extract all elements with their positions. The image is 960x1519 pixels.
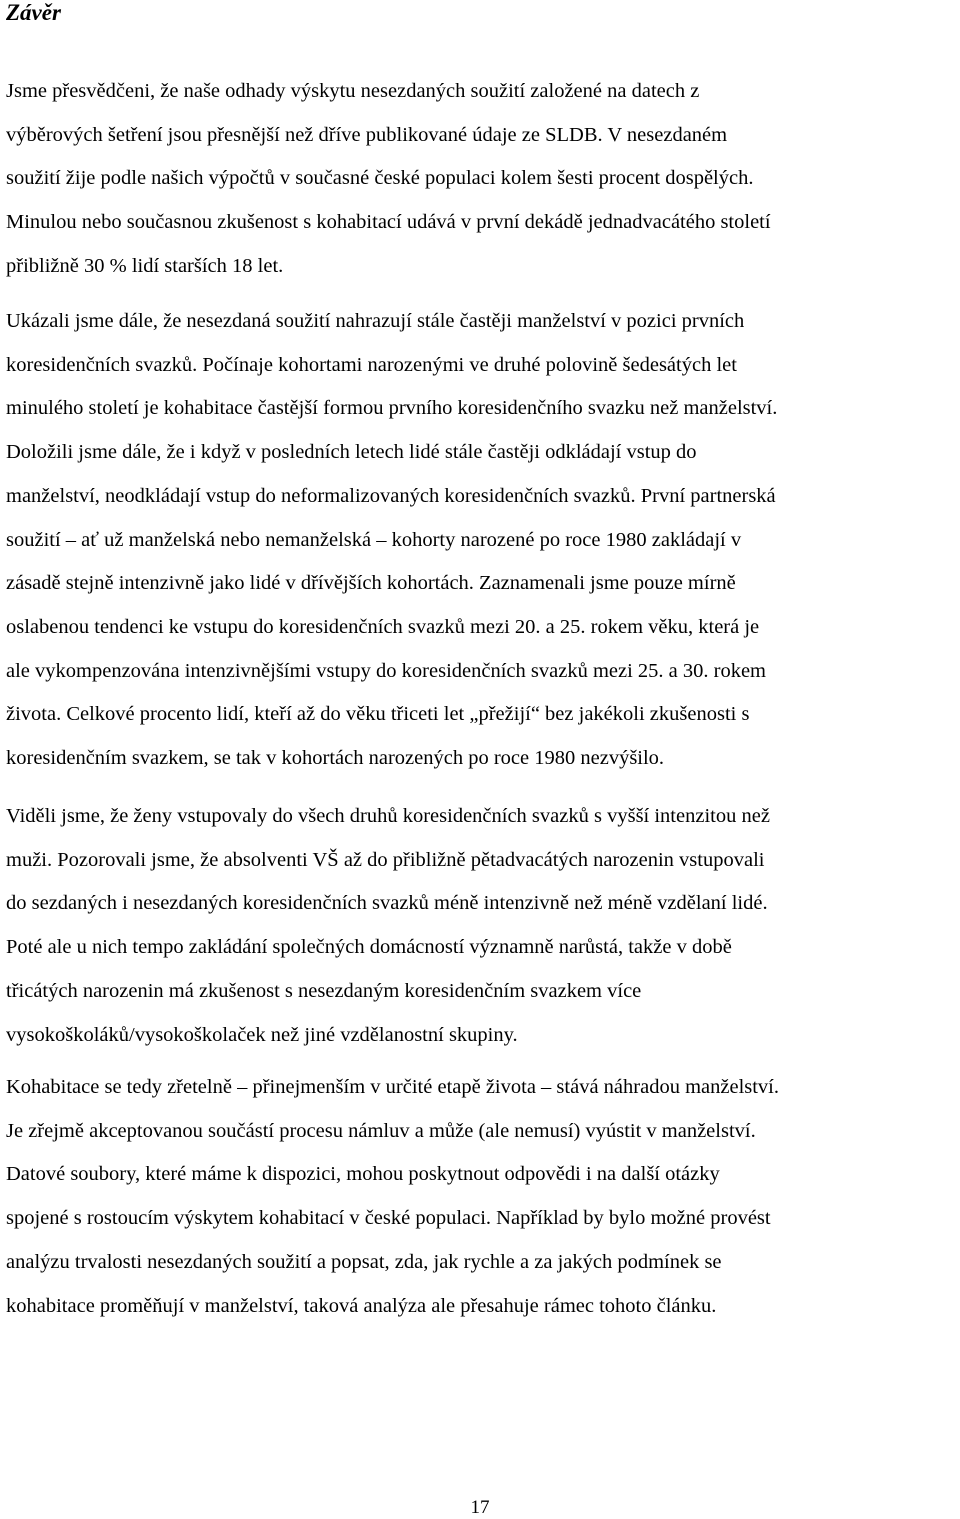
section-heading: Závěr bbox=[6, 0, 61, 25]
paragraph-gender-education bbox=[6, 795, 956, 1057]
text-line: koresidenčních svazků. Počínaje kohortami narozenými ve druhé polovině šedesátých let bbox=[6, 353, 737, 376]
text-line: Datové soubory, které máme k dispozici, mohou poskytnout odpovědi i na další otázky bbox=[6, 1163, 720, 1186]
text-line: Doložili jsme dále, že i když v posledních letech lidé stále častěji odkládají vstup do bbox=[6, 441, 697, 464]
paragraph-first-unions bbox=[6, 300, 956, 781]
paragraph-conclusion bbox=[6, 1066, 956, 1328]
text-line: zásadě stejně intenzivně jako lidé v dřívějších kohortách. Zaznamenali jsme pouze mírně bbox=[6, 572, 736, 595]
text-line: ale vykompenzována intenzivnějšími vstupy do koresidenčních svazků mezi 25. a 30. rokem bbox=[6, 659, 767, 682]
text-line: Ukázali jsme dále, že nesezdaná soužití nahrazují stále častěji manželství v pozici prvních bbox=[6, 310, 745, 332]
text-line: vysokoškoláků/vysokoškolaček než jiné vzdělanostní skupiny. bbox=[6, 1023, 518, 1046]
text-line: koresidenčním svazkem, se tak v kohortách narozených po roce 1980 nezvýšilo. bbox=[6, 747, 665, 770]
text-line: Minulou nebo současnou zkušenost s kohabitací udává v první dekádě jednadvacátého století bbox=[6, 211, 771, 234]
text-line: výběrových šetření jsou přesnější než dříve publikované údaje ze SLDB. V nesezdaném bbox=[6, 123, 728, 146]
text-line: oslabenou tendenci ke vstupu do koresidenčních svazků mezi 20. a 25. rokem věku, která je bbox=[6, 615, 760, 638]
text-line: minulého století je kohabitace častější formou prvního koresidenčního svazku než manželství. bbox=[6, 397, 778, 420]
text-line: do sezdaných i nesezdaných koresidenčních svazků méně intenzivně než méně vzdělaní lidé. bbox=[6, 892, 768, 915]
text-line: Viděli jsme, že ženy vstupovaly do všech druhů koresidenčních svazků s vyšší intenzitou než bbox=[6, 805, 770, 827]
text-line: Je zřejmě akceptovanou součástí procesu námluv a může (ale nemusí) vyústit v manželství. bbox=[6, 1119, 756, 1142]
text-line: života. Celkové procento lidí, kteří až do věku třiceti let „přežijí“ bez jakékoli zkušenosti s bbox=[6, 703, 750, 726]
text-line: soužití žije podle našich výpočtů v současné české populaci kolem šesti procent dospělých. bbox=[6, 167, 754, 190]
text-line: třicátých narozenin má zkušenost s nesezdaným koresidenčním svazkem více bbox=[6, 979, 642, 1002]
text-line: přibližně 30 % lidí starších 18 let. bbox=[6, 254, 284, 277]
text-line: Kohabitace se tedy zřetelně – přinejmenším v určité etapě života – stává náhradou manželství. bbox=[6, 1076, 780, 1098]
text-line: analýzu trvalosti nesezdaných soužití a popsat, zda, jak rychle a za jakých podmínek se bbox=[6, 1250, 722, 1273]
page-number: 17 bbox=[470, 1497, 490, 1518]
paragraph-estimates bbox=[6, 70, 956, 289]
text-line: Poté ale u nich tempo zakládání společných domácností významně narůstá, takže v době bbox=[6, 936, 732, 959]
text-line: Jsme přesvědčeni, že naše odhady výskytu nesezdaných soužití založené na datech z bbox=[6, 80, 700, 102]
text-line: kohabitace proměňují v manželství, taková analýza ale přesahuje rámec tohoto článku. bbox=[6, 1294, 717, 1317]
text-line: soužití – ať už manželská nebo nemanželská – kohorty narozené po roce 1980 zakládají v bbox=[6, 528, 742, 551]
text-line: spojené s rostoucím výskytem kohabitací v české populaci. Například by bylo možné provést bbox=[6, 1207, 771, 1230]
text-line: manželství, neodkládají vstup do neformalizovaných koresidenčních svazků. První partnerská bbox=[6, 484, 776, 507]
text-line: muži. Pozorovali jsme, že absolventi VŠ až do přibližně pětadvacátých narozenin vstupovali bbox=[6, 848, 765, 871]
